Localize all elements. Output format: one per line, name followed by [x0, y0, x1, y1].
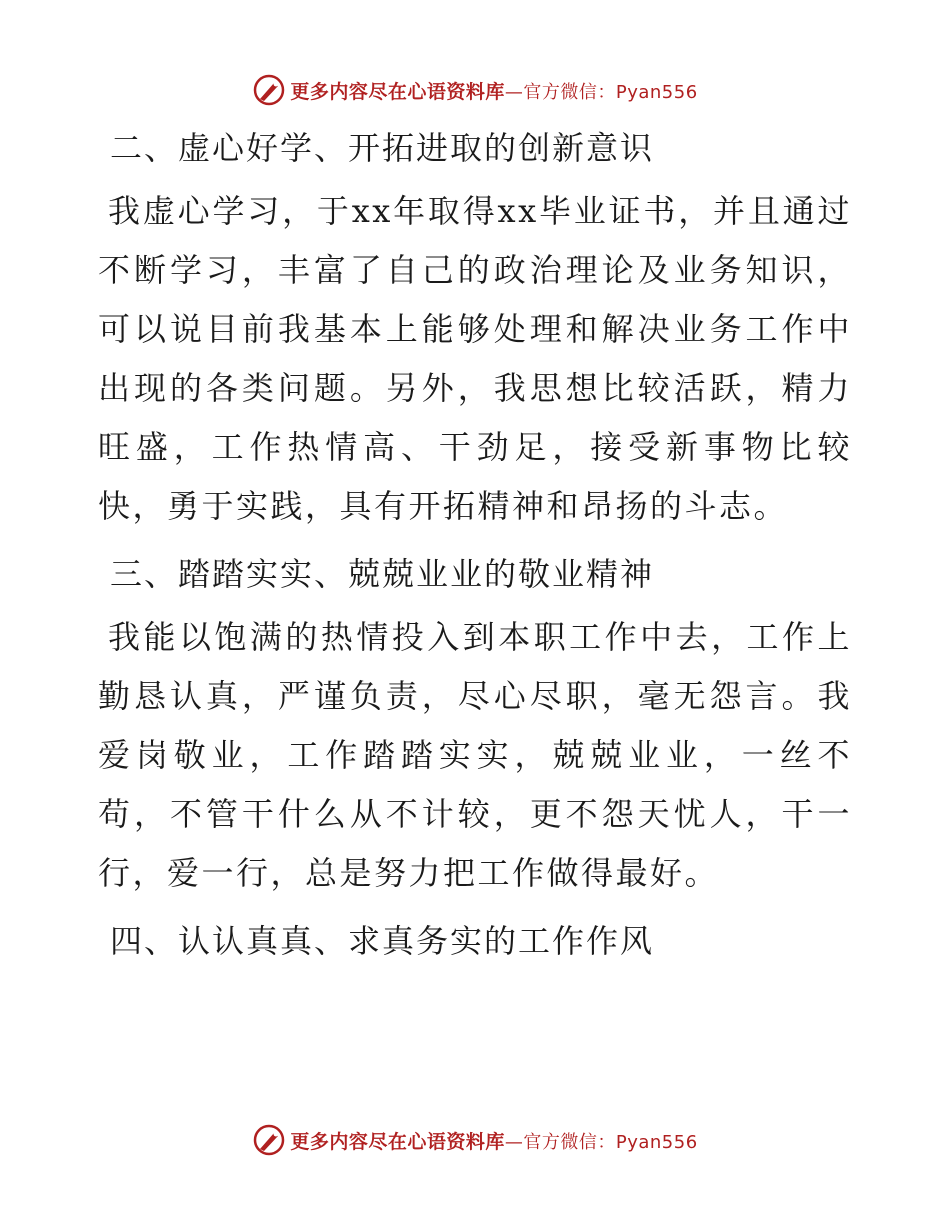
- section-paragraph-2: 我虚心学习，于xx年取得xx毕业证书，并且通过不断学习，丰富了自己的政治理论及业务知识，可以说目前我基本上能够处理和解决业务工作中出现的各类问题。另外，我思想比较活跃，精力旺盛，工作热情高、干劲足，接受新事物比较快，勇于实践，具有开拓精神和昂扬的斗志。: [98, 192, 852, 525]
- section-heading-2: 二、虚心好学、开拓进取的创新意识: [110, 129, 655, 167]
- watermark-footer: [0, 1120, 950, 1160]
- watermark-header: [0, 70, 950, 110]
- document-body: [98, 118, 852, 971]
- section-paragraph-3: 我能以饱满的热情投入到本职工作中去，工作上勤恳认真，严谨负责，尽心尽职，毫无怨言。我爱岗敬业，工作踏踏实实，兢兢业业，一丝不苟，不管干什么从不计较，更不怨天忧人，干一行，爱一行，总是努力把工作做得最好。: [98, 618, 852, 892]
- watermark-text: 更多内容尽在心语资料库—官方微信：Pyan556: [290, 80, 698, 103]
- section-heading-4: 四、认认真真、求真务实的工作作风: [110, 922, 655, 960]
- watermark-text: 更多内容尽在心语资料库—官方微信：Pyan556: [290, 1130, 698, 1153]
- section-heading-3: 三、踏踏实实、兢兢业业的敬业精神: [110, 555, 655, 593]
- pen-logo-icon: [252, 73, 286, 107]
- pen-logo-icon: [252, 1123, 286, 1157]
